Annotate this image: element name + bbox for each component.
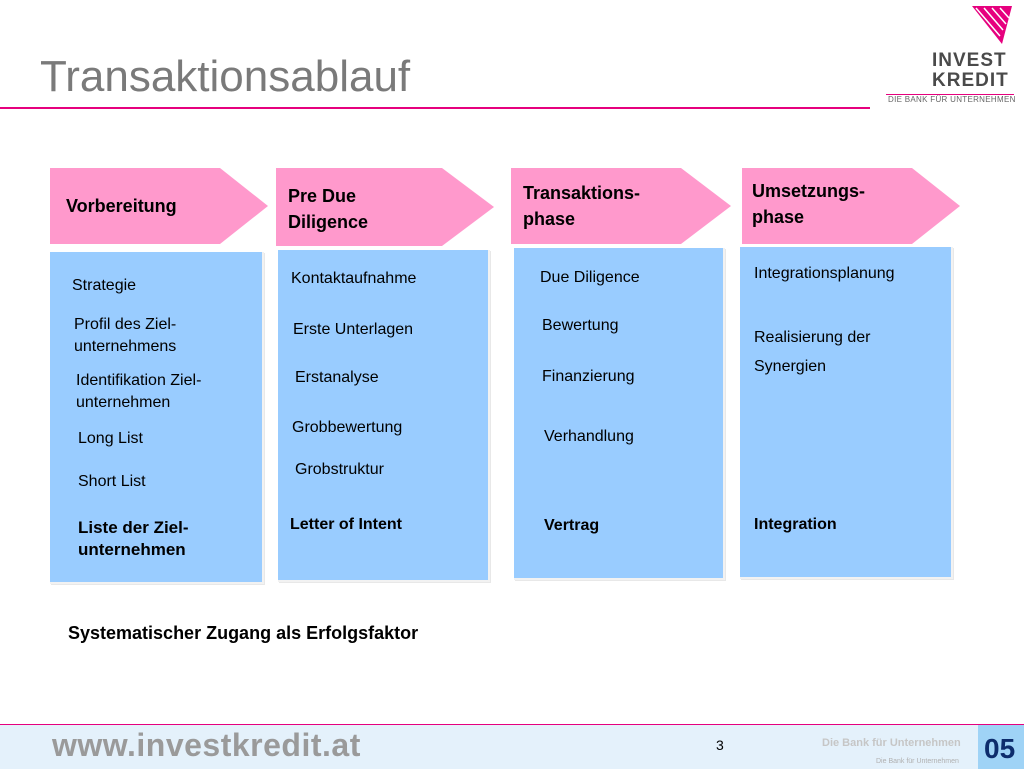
list-item: Grobstruktur	[295, 461, 384, 478]
year-label: 05	[984, 733, 1016, 764]
phase-box-vorbereitung	[50, 252, 264, 584]
logo-triangle-icon	[972, 6, 1012, 44]
phase-arrow-transaktionsphase	[511, 168, 733, 244]
footer	[0, 724, 1024, 769]
footer-slogan: Die Bank für Unternehmen	[822, 737, 961, 749]
list-item: Grobbewertung	[292, 419, 403, 436]
list-item: Bewertung	[542, 317, 619, 334]
phase-result: Vertrag	[544, 517, 600, 534]
phase-arrow-vorbereitung	[50, 168, 270, 244]
list-item: Finanzierung	[542, 368, 635, 385]
list-item: Identifikation Ziel- unternehmen	[76, 372, 202, 411]
list-item: Due Diligence	[540, 269, 640, 286]
phase-result: Liste der Ziel- unternehmen	[78, 518, 189, 559]
list-item: Verhandlung	[544, 428, 634, 445]
phase-arrow-umsetzungsphase	[742, 168, 962, 244]
title-divider	[0, 107, 870, 109]
phase-box-umsetzungsphase	[740, 247, 953, 579]
list-item: Integrationsplanung	[754, 265, 895, 282]
phase-label: Pre Due Diligence	[288, 186, 369, 232]
footer-url[interactable]: www.investkredit.at	[52, 727, 361, 763]
page-number: 3	[716, 737, 724, 753]
list-item: Strategie	[72, 277, 137, 294]
list-item: Short List	[78, 473, 146, 490]
logo-word-kredit: KREDIT	[932, 70, 1009, 91]
phase-label: Umsetzungs- phase	[752, 181, 866, 227]
phase-box-transaktionsphase	[514, 248, 725, 580]
phase-result: Integration	[754, 516, 837, 533]
phase-arrow-pre-due-diligence	[276, 168, 496, 246]
logo-word-invest: INVEST	[932, 50, 1007, 71]
phase-result: Letter of Intent	[290, 516, 402, 533]
phase-label: Transaktions- phase	[523, 183, 641, 229]
list-item: Erste Unterlagen	[293, 321, 414, 338]
phase-label: Vorbereitung	[66, 196, 177, 216]
slide-title: Transaktionsablauf	[40, 52, 411, 101]
list-item: Realisierung der Synergien	[754, 329, 871, 375]
logo-tagline: DIE BANK FÜR UNTERNEHMEN	[888, 95, 1016, 104]
list-item: Long List	[78, 430, 143, 447]
slide-subtitle: Systematischer Zugang als Erfolgsfaktor	[68, 623, 419, 643]
list-item: Kontaktaufnahme	[291, 270, 417, 287]
phase-box-pre-due-diligence	[278, 250, 490, 582]
investkredit-logo	[880, 6, 1016, 106]
list-item: Erstanalyse	[295, 369, 379, 386]
footer-slogan-small: Die Bank für Unternehmen	[876, 758, 959, 765]
list-item: Profil des Ziel- unternehmens	[74, 316, 177, 355]
